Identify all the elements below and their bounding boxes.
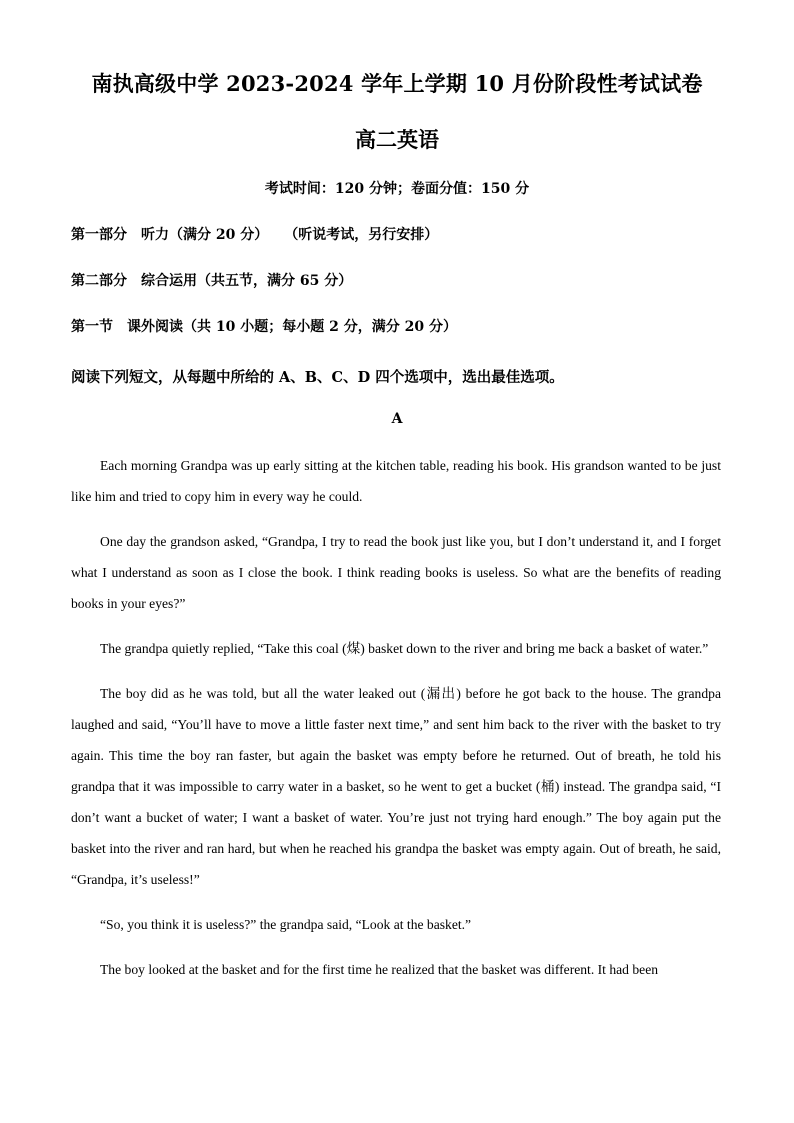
passage-paragraph: One day the grandson asked, “Grandpa, I try to read the book just like you, but I don’t understand it, and I forget what I understand as soon as I close the book. I think reading books is useless. So what are the benefits of reading books in your eyes?” bbox=[71, 534, 721, 611]
part-one-heading bbox=[71, 224, 438, 244]
passage-paragraph: “So, you think it is useless?” the grandpa said, “Look at the basket.” bbox=[100, 917, 472, 932]
passage-paragraph: The grandpa quietly replied, “Take this coal (煤) basket down to the river and bring me back a basket of water.” bbox=[100, 641, 709, 656]
passage-paragraph: Each morning Grandpa was up early sitting at the kitchen table, reading his book. His grandson wanted to be just like him and tried to copy him in every way he could. bbox=[71, 458, 721, 504]
part-one-label: 第一部分 bbox=[71, 227, 127, 243]
exam-info: 考试时间：120 分钟；卷面分值：150 分 bbox=[264, 181, 530, 197]
passage-label: A bbox=[391, 411, 403, 427]
passage-body bbox=[71, 450, 721, 999]
part-two-label: 第二部分 bbox=[71, 273, 127, 289]
passage-paragraph: The boy looked at the basket and for the first time he realized that the basket was different. It had been bbox=[100, 962, 659, 977]
part-two-text: 综合运用（共五节，满分 65 分） bbox=[141, 273, 353, 289]
reading-instruction: 阅读下列短文，从每题中所给的 A、B、C、D 四个选项中，选出最佳选项。 bbox=[71, 369, 564, 386]
section-one-heading bbox=[71, 316, 457, 336]
passage-paragraph: The boy did as he was told, but all the water leaked out (漏出) before he got back to the house. The grandpa laughed and said, “You’ll have to move a little faster next time,” and sent him back to the river with the basket to try again. This time the boy ran faster, but again the basket was empty before he returned. Out of breath, he told his grandpa that it was impossible to carry water in a basket, so he went to get a bucket (桶) instead. The grandpa said, “I don’t want a bucket of water; I want a basket of water. You’re just not trying hard enough.” The boy again put the basket into the river and ran hard, but when he reached his grandpa the basket was empty again. Out of breath, he said, “Grandpa, it’s useless!” bbox=[71, 686, 721, 887]
section-one-text: 课外阅读（共 10 小题；每小题 2 分，满分 20 分） bbox=[127, 319, 457, 335]
part-two-heading bbox=[71, 270, 352, 290]
part-one-note: （听说考试，另行安排） bbox=[284, 227, 439, 243]
subject-title: 高二英语 bbox=[355, 127, 439, 152]
part-one-text: 听力（满分 20 分） bbox=[141, 227, 269, 243]
section-one-label: 第一节 bbox=[71, 319, 113, 335]
exam-title: 南执高级中学 2023-2024 学年上学期 10 月份阶段性考试试卷 bbox=[91, 71, 703, 96]
